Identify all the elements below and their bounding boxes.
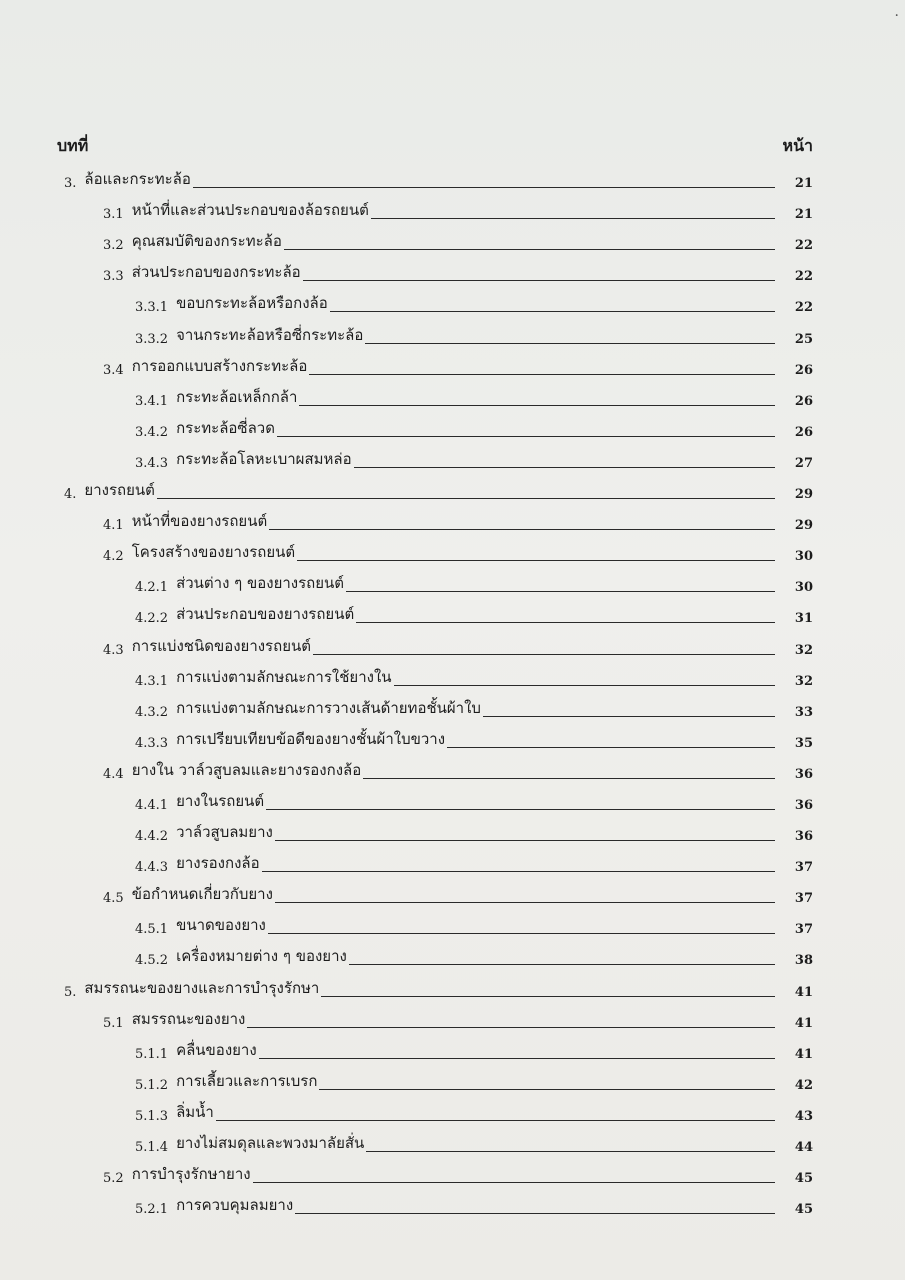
toc-leader-line [349,964,775,965]
toc-leader-line [259,1058,775,1059]
toc-entry-number: 5.1.4 [135,1140,169,1155]
toc-leader-line [275,840,775,841]
toc-entry [0,1130,905,1161]
toc-entry-page: 36 [794,766,813,782]
toc-entry [0,290,905,321]
toc-entry-number: 3.3.2 [135,331,169,347]
toc-leader-line [284,249,775,250]
toc-entry-number: 4.5.1 [135,922,169,938]
toc-entry-number: 4.5.2 [135,953,169,969]
toc-entry [0,664,905,695]
toc-entry-title: การออกแบบสร้างกระทะล้อ [131,356,308,375]
toc-entry-page: 41 [794,1015,813,1031]
toc-entry-title: ยางรถยนต์ [84,481,155,500]
toc-entry-title: กระทะล้อเหล็กกล้า [176,387,298,406]
toc-entry [0,726,905,757]
toc-entry-title: ส่วนประกอบของกระทะล้อ [131,263,301,282]
toc-entry-title: ขนาดของยาง [176,916,266,935]
toc-entry [0,943,905,974]
toc-entry-page: 45 [794,1171,813,1187]
toc-entry [0,353,905,384]
toc-entry-page: 26 [794,424,813,440]
toc-entry [0,757,905,788]
toc-entry [0,632,905,663]
toc-entry-title: ส่วนประกอบของยางรถยนต์ [176,605,355,624]
toc-entry [0,1099,905,1130]
toc-entry-number: 3.1 [103,207,124,223]
toc-entry-page: 22 [794,238,813,254]
toc-entry-number: 4.2 [103,549,124,565]
toc-entry-title: ยางในรถยนต์ [176,791,265,810]
toc-entry-number: 3.3 [103,269,124,285]
toc-entry-title: ยางไม่สมดุลและพวงมาลัยสั่น [176,1134,365,1152]
toc-leader-line [253,1182,775,1183]
toc-entry-page: 30 [794,549,813,565]
toc-entry-number: 4.4.3 [135,860,169,876]
toc-leader-line [313,654,775,655]
toc-entry-number: 4.3.3 [135,735,169,751]
toc-entry-title: หน้าที่และส่วนประกอบของล้อรถยนต์ [131,201,369,220]
toc-entry-page: 41 [794,1046,813,1062]
toc-entry-page: 26 [794,362,813,378]
toc-entry-title: ข้อกำหนดเกี่ยวกับยาง [131,885,273,904]
toc-entry-title: ลิ่มน้ำ [176,1102,214,1121]
toc-leader-line [330,311,775,312]
toc-entry [0,912,905,943]
toc-entry-page: 29 [794,487,813,503]
toc-entry-title: วาล์วสูบลมยาง [176,823,273,842]
toc-entry-title: สมรรถนะของยางและการบำรุงรักษา [84,978,320,997]
toc-entry-number: 4.3 [103,642,124,658]
toc-entry-title: การบำรุงรักษายาง [131,1165,251,1184]
toc-entry-title: ส่วนต่าง ๆ ของยางรถยนต์ [176,574,345,593]
toc-leader-line [303,280,775,281]
toc-entry-number: 3.2 [103,238,124,254]
toc-entry-number: 5.1.1 [135,1046,169,1062]
toc-entry [0,259,905,290]
toc-entry-page: 33 [794,704,813,720]
toc-entry-number: 4.4.1 [135,797,169,813]
toc-entry-page: 37 [794,860,813,876]
chapter-column-header: บทที่ [57,136,89,155]
toc-entry-page: 21 [794,176,813,192]
page-column-header: หน้า [782,136,813,155]
toc-entry-number: 4.1 [103,518,124,534]
toc-entry-title: การแบ่งตามลักษณะการวางเส้นด้ายทอชั้นผ้าใบ [176,698,481,717]
toc-leader-line [394,685,775,686]
toc-entry-number: 3.4 [103,362,124,378]
toc-entry-title: ล้อและกระทะล้อ [84,170,191,189]
toc-leader-line [366,1151,775,1152]
toc-entry-number: 5.1.3 [135,1108,169,1124]
toc-entry-title: กระทะล้อโลหะเบาผสมหล่อ [176,449,352,468]
toc-entry-number: 5.1.2 [135,1077,169,1093]
toc-entry-title: คุณสมบัติของกระทะล้อ [131,232,282,251]
toc-leader-line [299,405,775,406]
toc-entry [0,695,905,726]
toc-entry-page: 45 [794,1202,813,1218]
toc-entry-page: 43 [794,1108,813,1124]
toc-entry-title: ยางใน วาล์วสูบลมและยางรองกงล้อ [131,760,362,779]
toc-leader-line [247,1027,775,1028]
toc-entry [0,819,905,850]
toc-entry [0,881,905,912]
toc-leader-line [297,560,775,561]
toc-entry-page: 22 [794,269,813,285]
table-of-contents [0,166,905,1223]
toc-entry-page: 31 [794,611,813,627]
toc-entry-page: 21 [794,207,813,223]
toc-entry-number: 5.2.1 [135,1202,169,1218]
toc-leader-line [193,187,775,188]
toc-entry-number: 3.4.3 [135,455,169,471]
toc-leader-line [216,1120,775,1121]
toc-entry-title: จานกระทะล้อหรือซี่กระทะล้อ [176,325,364,344]
toc-leader-line [269,529,775,530]
toc-entry-number: 4.5 [103,891,124,907]
toc-leader-line [365,343,775,344]
toc-entry-number: 3.4.1 [135,393,169,409]
toc-entry-page: 37 [794,922,813,938]
toc-entry-page: 37 [794,891,813,907]
toc-leader-line [157,498,775,499]
toc-entry-title: การแบ่งชนิดของยางรถยนต์ [131,636,311,655]
toc-entry-page: 27 [794,455,813,471]
toc-entry-number: 4. [64,487,77,503]
toc-leader-line [319,1089,775,1090]
toc-entry-title: กระทะล้อซี่ลวด [176,418,275,437]
toc-entry-page: 29 [794,518,813,534]
toc-entry-page: 36 [794,829,813,845]
toc-entry-number: 5.1 [103,1015,124,1031]
toc-entry [0,446,905,477]
toc-entry [0,166,905,197]
toc-entry-number: 4.4.2 [135,829,169,845]
toc-entry [0,1068,905,1099]
toc-entry-page: 35 [794,735,813,751]
toc-entry [0,1192,905,1223]
toc-entry-number: 3.4.2 [135,424,169,440]
toc-leader-line [321,996,775,997]
toc-entry-page: 41 [794,984,813,1000]
toc-entry-number: 4.3.1 [135,673,169,689]
toc-entry-title: การเลี้ยวและการเบรก [176,1071,318,1090]
toc-leader-line [266,809,775,810]
toc-entry-page: 42 [794,1077,813,1093]
toc-entry [0,539,905,570]
toc-entry-title: สมรรถนะของยาง [131,1009,246,1028]
toc-entry [0,1037,905,1068]
toc-entry [0,1161,905,1192]
toc-entry-number: 3. [64,176,77,192]
toc-entry-page: 36 [794,797,813,813]
toc-entry-page: 44 [794,1140,813,1155]
toc-entry-title: หน้าที่ของยางรถยนต์ [131,512,268,531]
toc-entry-number: 5.2 [103,1171,124,1187]
toc-entry-number: 5. [64,984,77,1000]
toc-leader-line [356,622,775,623]
toc-entry-title: การควบคุมลมยาง [176,1196,294,1215]
toc-leader-line [371,218,775,219]
toc-entry-page: 32 [794,642,813,658]
toc-entry-number: 4.2.1 [135,580,169,596]
toc-entry [0,477,905,508]
toc-entry [0,415,905,446]
toc-entry [0,850,905,881]
toc-leader-line [268,933,775,934]
toc-entry [0,321,905,352]
toc-entry-title: ยางรองกงล้อ [176,854,260,873]
toc-entry-title: การแบ่งตามลักษณะการใช้ยางใน [176,667,392,686]
toc-leader-line [483,716,775,717]
toc-leader-line [354,467,775,468]
toc-entry [0,974,905,1005]
toc-entry-number: 3.3.1 [135,300,169,316]
toc-entry-title: คลื่นของยาง [176,1040,257,1059]
toc-leader-line [346,591,775,592]
toc-entry-title: เครื่องหมายต่าง ๆ ของยาง [176,947,347,966]
toc-leader-line [295,1213,775,1214]
toc-entry [0,601,905,632]
toc-leader-line [277,436,775,437]
toc-leader-line [363,778,775,779]
toc-entry-page: 38 [794,953,813,969]
toc-leader-line [309,374,775,375]
toc-entry-number: 4.4 [103,766,124,782]
toc-leader-line [275,902,775,903]
toc-entry-title: การเปรียบเทียบข้อดีของยางชั้นผ้าใบขวาง [176,729,446,748]
toc-entry [0,788,905,819]
toc-entry-title: ขอบกระทะล้อหรือกงล้อ [176,294,328,313]
toc-leader-line [262,871,775,872]
toc-entry [0,384,905,415]
toc-entry [0,197,905,228]
toc-entry-number: 4.2.2 [135,611,169,627]
toc-leader-line [447,747,775,748]
toc-entry-page: 22 [794,300,813,316]
toc-entry [0,228,905,259]
corner-mark: · [894,8,899,24]
toc-entry-number: 4.3.2 [135,704,169,720]
toc-entry [0,570,905,601]
toc-entry-page: 25 [794,331,813,347]
toc-entry [0,508,905,539]
toc-entry [0,1006,905,1037]
toc-entry-page: 26 [794,393,813,409]
toc-entry-page: 32 [794,673,813,689]
toc-entry-title: โครงสร้างของยางรถยนต์ [131,543,296,562]
toc-entry-page: 30 [794,580,813,596]
